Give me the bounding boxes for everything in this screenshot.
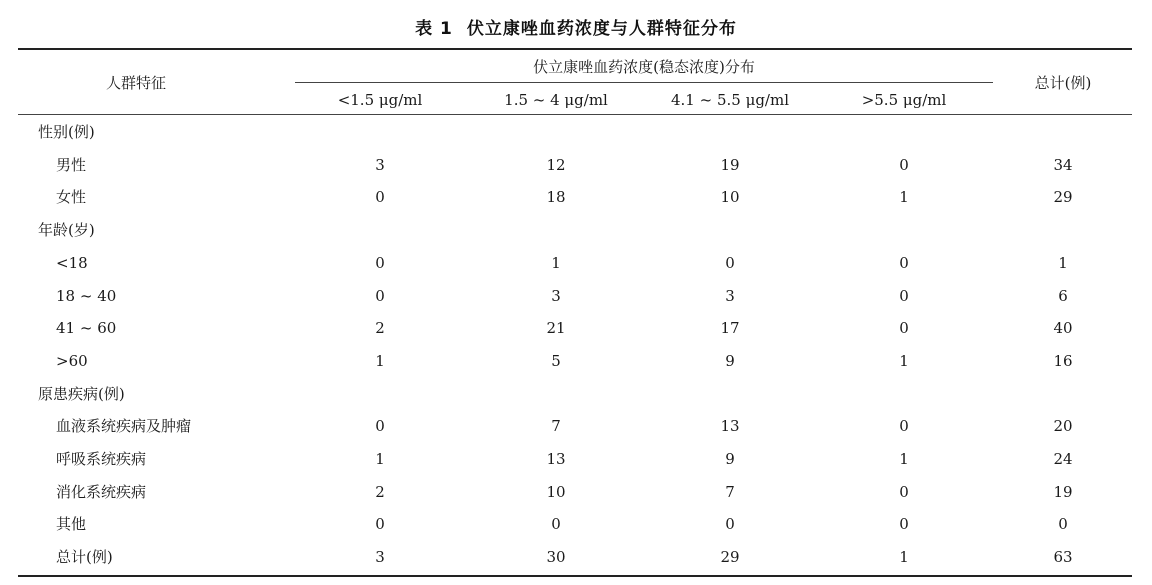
table-cell: 2 [375, 483, 385, 501]
row-label: 其他 [56, 515, 87, 533]
row-total-cell: 6 [1058, 287, 1068, 305]
row-total-cell: 34 [1053, 156, 1073, 174]
row-label: 总计(例) [56, 548, 113, 566]
table-cell: 0 [551, 515, 561, 533]
column-header-4: >5.5 μg/ml [861, 91, 947, 109]
table-cell: 3 [375, 156, 385, 174]
table-cell: 3 [375, 548, 385, 566]
table-cell: 0 [375, 515, 385, 533]
table-number: 表 1 [415, 19, 453, 39]
row-total-cell: 20 [1053, 417, 1073, 435]
table-cell: 9 [725, 352, 735, 370]
row-label-header: 人群特征 [105, 74, 167, 92]
row-total-cell: 19 [1053, 483, 1073, 501]
table-cell: 0 [899, 417, 909, 435]
table-cell: 10 [720, 188, 740, 206]
row-total-cell: 1 [1058, 254, 1068, 272]
table-cell: 0 [899, 156, 909, 174]
section-label: 年龄(岁) [38, 221, 95, 239]
table-cell: 21 [546, 319, 566, 337]
row-label: 血液系统疾病及肿瘤 [56, 417, 192, 435]
row-label: 呼吸系统疾病 [56, 450, 147, 468]
table-cell: 7 [551, 417, 561, 435]
table-caption [0, 14, 1152, 39]
table-cell: 29 [720, 548, 740, 566]
row-total-cell: 24 [1053, 450, 1073, 468]
table-cell: 9 [725, 450, 735, 468]
table-cell: 0 [375, 188, 385, 206]
row-total-cell: 16 [1053, 352, 1073, 370]
table-cell: 1 [899, 352, 909, 370]
table-cell: 1 [375, 352, 385, 370]
top-rule [18, 48, 1132, 50]
table-cell: 0 [375, 417, 385, 435]
table-cell: 0 [899, 254, 909, 272]
row-label: 18 ~ 40 [56, 287, 117, 305]
table-cell: 3 [551, 287, 561, 305]
table-cell: 7 [725, 483, 735, 501]
table-cell: 1 [899, 450, 909, 468]
table-cell: 30 [546, 548, 566, 566]
row-label: 女性 [56, 188, 87, 206]
table-cell: 3 [725, 287, 735, 305]
row-label: 消化系统疾病 [56, 483, 147, 501]
column-header-2: 1.5 ~ 4 μg/ml [504, 91, 608, 109]
section-label: 性别(例) [38, 123, 95, 141]
table-cell: 1 [375, 450, 385, 468]
table-cell: 12 [546, 156, 566, 174]
row-label: 41 ~ 60 [56, 319, 117, 337]
bottom-rule [18, 575, 1132, 577]
column-header-3: 4.1 ~ 5.5 μg/ml [670, 91, 790, 109]
row-total-cell: 29 [1053, 188, 1073, 206]
column-header-1: <1.5 μg/ml [337, 91, 423, 109]
table-title: 伏立康唑血药浓度与人群特征分布 [466, 19, 737, 39]
table-cell: 17 [720, 319, 740, 337]
table-cell: 0 [899, 319, 909, 337]
table-cell: 0 [725, 515, 735, 533]
group-header-rule [295, 82, 993, 83]
table-cell: 2 [375, 319, 385, 337]
table-cell: 1 [899, 188, 909, 206]
table-cell: 13 [720, 417, 740, 435]
table-cell: 1 [899, 548, 909, 566]
table-cell: 0 [899, 287, 909, 305]
row-total-cell: 0 [1058, 515, 1068, 533]
table-cell: 1 [551, 254, 561, 272]
table-cell: 0 [375, 254, 385, 272]
table-cell: 18 [546, 188, 566, 206]
section-label: 原患疾病(例) [38, 385, 125, 403]
table-cell: 10 [546, 483, 566, 501]
table-cell: 5 [551, 352, 561, 370]
table-cell: 0 [899, 515, 909, 533]
row-label: 男性 [56, 156, 87, 174]
table-cell: 0 [899, 483, 909, 501]
row-label: >60 [56, 352, 88, 370]
row-label: <18 [56, 254, 88, 272]
table-cell: 13 [546, 450, 566, 468]
header-rule [18, 114, 1132, 115]
table-cell: 0 [725, 254, 735, 272]
row-total-cell: 63 [1053, 548, 1073, 566]
row-total-cell: 40 [1053, 319, 1073, 337]
total-column-header: 总计(例) [1034, 74, 1092, 92]
table-cell: 0 [375, 287, 385, 305]
table-cell: 19 [720, 156, 740, 174]
concentration-group-header: 伏立康唑血药浓度(稳态浓度)分布 [533, 58, 755, 76]
